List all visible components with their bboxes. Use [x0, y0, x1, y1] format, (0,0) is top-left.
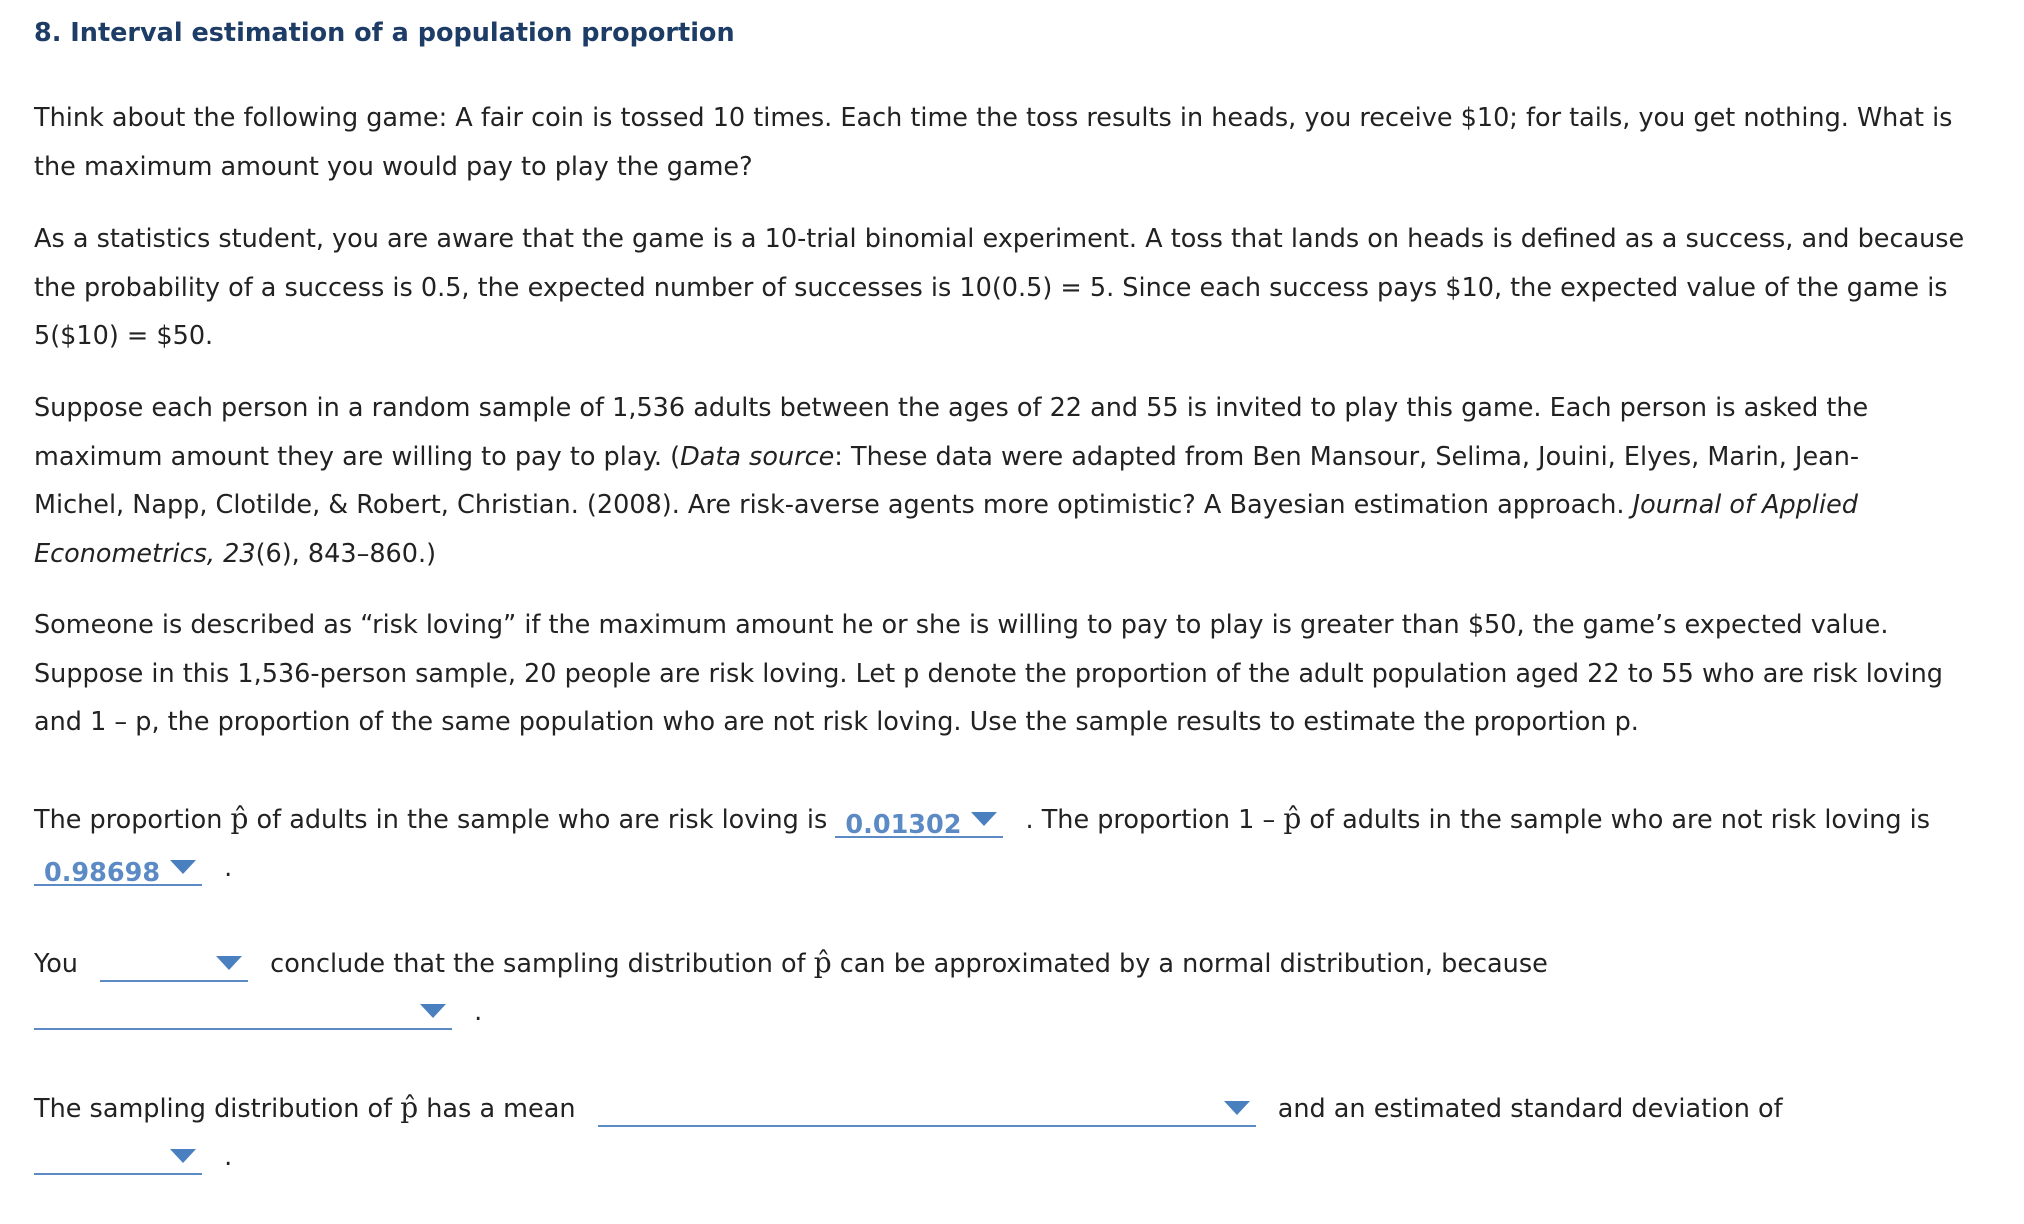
text-span: conclude that the sampling distribution of [270, 949, 806, 979]
p-hat-symbol: p̂ [813, 946, 832, 979]
paragraph-line: and 1 – p, the proportion of the same population who are not risk loving. Use the sample results to estimate the proportion p. [34, 707, 1639, 737]
text-span: Michel, Napp, Clotilde, & Robert, Christian. (2008). Are risk-averse agents more optimistic? A Bayesian estimation approach. [34, 490, 1633, 520]
question-normal-approx [34, 939, 1548, 1036]
chevron-down-icon [170, 860, 196, 874]
chevron-down-icon [971, 812, 997, 826]
p-hat-symbol: p̂ [1283, 802, 1302, 835]
text-span: has a mean [426, 1094, 576, 1124]
text-span: You [34, 949, 78, 979]
journal-title: Econometrics, 23 [34, 538, 256, 569]
text-span: The proportion [34, 805, 223, 835]
one-minus-phat-dropdown-value: 0.98698 [44, 858, 161, 888]
phat-dropdown[interactable] [835, 804, 1003, 838]
expected-value-paragraph [34, 215, 1994, 361]
text-span: maximum amount they are willing to pay to play. ( [34, 441, 681, 472]
paragraph-line: Suppose each person in a random sample of 1,536 adults between the ages of 22 and 55 is invited to play this game. Each person is asked the [34, 393, 1869, 423]
one-minus-phat-dropdown[interactable] [34, 852, 202, 886]
chevron-down-icon [216, 956, 242, 970]
mean-dropdown[interactable] [598, 1093, 1256, 1127]
paragraph-line: Someone is described as “risk loving” if the maximum amount he or she is willing to pay to play is greater than $50, the game’s expected value. [34, 610, 1889, 640]
can-cannot-dropdown[interactable] [100, 948, 248, 982]
text-span: . [224, 1142, 233, 1172]
paragraph-line: 5($10) = $50. [34, 321, 214, 351]
paragraph-line: the maximum amount you would pay to play the game? [34, 151, 753, 182]
question-sampling-distribution [34, 1084, 1783, 1181]
text-span: and an estimated standard deviation of [1277, 1094, 1783, 1124]
risk-loving-paragraph [34, 601, 1994, 747]
question-proportion [34, 795, 1930, 892]
text-span: The sampling distribution of [34, 1094, 393, 1124]
text-span: can be approximated by a normal distribution, because [839, 949, 1548, 979]
reason-dropdown[interactable] [34, 996, 452, 1030]
intro-paragraph [34, 94, 1994, 191]
paragraph-line [34, 481, 1994, 530]
page-title: 8. Interval estimation of a population proportion [34, 18, 735, 48]
paragraph-line [34, 433, 1994, 482]
chevron-down-icon [1224, 1101, 1250, 1115]
phat-dropdown-value: 0.01302 [845, 810, 962, 840]
paragraph-line [34, 530, 1994, 579]
text-span: of adults in the sample who are not risk loving is [1309, 805, 1931, 835]
journal-title: Journal of Applied [1632, 490, 1858, 520]
paragraph-line: the probability of a success is 0.5, the expected number of successes is 10(0.5) = 5. Since each success pays $10, the expected value of the game is [34, 272, 1948, 303]
p-hat-symbol: p̂ [400, 1091, 419, 1124]
text-span: . The proportion 1 – [1025, 805, 1276, 835]
text-span: : These data were adapted from Ben Mansour, Selima, Jouini, Elyes, Marin, Jean- [834, 441, 1860, 472]
paragraph-line: Suppose in this 1,536-person sample, 20 people are risk loving. Let p denote the proportion of the adult population aged 22 to 55 who are risk loving [34, 658, 1943, 689]
text-span: . [474, 997, 483, 1027]
chevron-down-icon [420, 1004, 446, 1018]
p-hat-symbol: p̂ [230, 802, 249, 835]
std-dev-dropdown[interactable] [34, 1141, 202, 1175]
sample-paragraph [34, 384, 1994, 578]
text-span: of adults in the sample who are risk loving is [256, 805, 828, 835]
data-source-label: Data source [680, 441, 835, 472]
paragraph-line: As a statistics student, you are aware that the game is a 10-trial binomial experiment. A toss that lands on heads is defined as a success, and because [34, 224, 1965, 254]
text-span: (6), 843–860.) [255, 538, 437, 569]
chevron-down-icon [170, 1149, 196, 1163]
paragraph-line: Think about the following game: A fair coin is tossed 10 times. Each time the toss results in heads, you receive $10; for tails, you get nothing. What is [34, 103, 1953, 133]
text-span: . [224, 853, 233, 883]
